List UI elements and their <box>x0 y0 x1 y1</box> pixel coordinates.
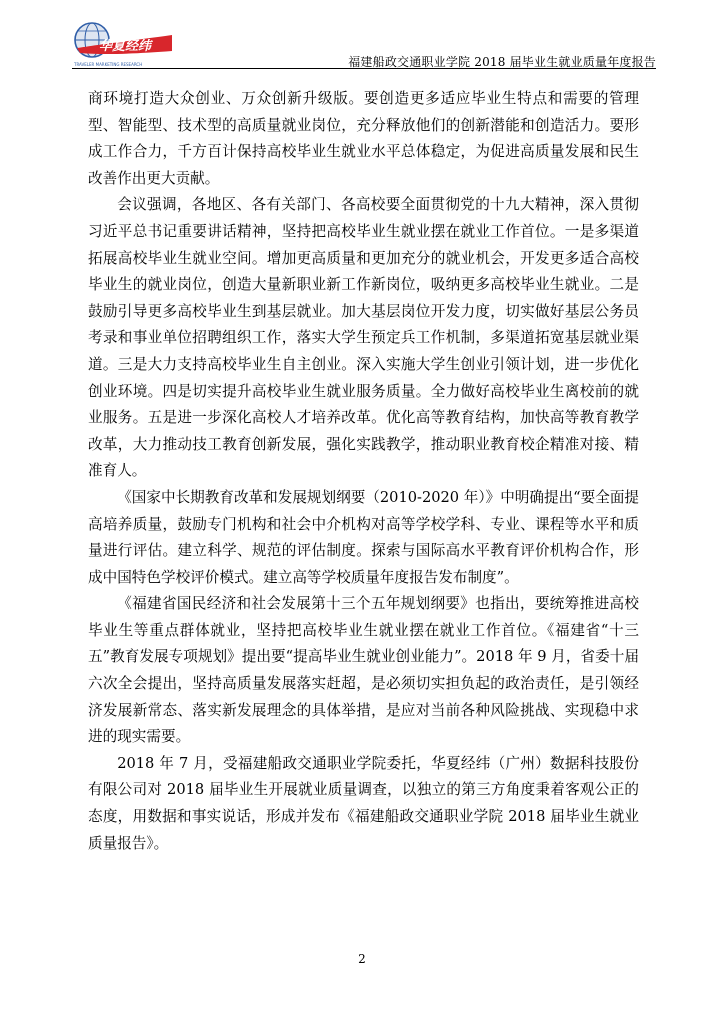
globe-logo-icon <box>72 18 182 70</box>
paragraph-meeting-emphasis: 会议强调，各地区、各有关部门、各高校要全面贯彻党的十九大精神，深入贯彻习近平总书记重要讲话精神，坚持把高校毕业生就业摆在就业工作首位。一是多渠道拓展高校毕业生就业空间。增加更高质量和更加充分的就业机会，开发更多适合高校毕业生的就业岗位，创造大量新职业新工作新岗位，吸纳更多高校毕业生就业。二是鼓励引导更多高校毕业生到基层就业。加大基层岗位开发力度，切实做好基层公务员考录和事业单位招聘组织工作，落实大学生预定兵工作机制，多渠道拓宽基层就业渠道。三是大力支持高校毕业生自主创业。深入实施大学生创业引领计划，进一步优化创业环境。四是切实提升高校毕业生就业服务质量。全力做好高校毕业生离校前的就业服务。五是进一步深化高校人才培养改革。优化高等教育结构，加快高等教育教学改革，大力推动技工教育创新发展，强化实践教学，推动职业教育校企精准对接、精准育人。 <box>88 196 639 480</box>
paragraph-survey-intro: 2018 年 7 月，受福建船政交通职业学院委托，华夏经纬（广州）数据科技股份有限公司对 2018 届毕业生开展就业质量调查，以独立的第三方角度秉着客观公正的态度，用数据和事实说话，形成并发布《福建船政交通职业学院 2018 届毕业生就业质量报告》。 <box>88 754 639 852</box>
page-number: 2 <box>358 952 366 966</box>
page-header <box>72 18 656 70</box>
body-text <box>88 86 639 857</box>
paragraph-national-plan: 《国家中长期教育改革和发展规划纲要（2010-2020 年）》中明确提出“要全面提高培养质量，鼓励专门机构和社会中介机构对高等学校学科、专业、课程等水平和质量进行评估。建立科学、规范的评估制度。探索与国际高水平教育评价机构合作，形成中国特色学校评价模式。建立高等学校质量年度报告发布制度”。 <box>88 488 640 586</box>
report-title: 福建船政交通职业学院 2018 届毕业生就业质量年度报告 <box>348 55 656 69</box>
logo-wordmark: 华夏经纬 <box>99 39 152 54</box>
company-logo <box>72 18 182 70</box>
logo-subtitle: TRAVELER MARKETING RESEARCH <box>74 62 143 67</box>
paragraph-fujian-plan: 《福建省国民经济和社会发展第十三个五年规划纲要》也指出，要统筹推进高校毕业生等重点群体就业，坚持把高校毕业生就业摆在就业工作首位。《福建省“十三五”教育发展专项规划》提出要“提高毕业生就业创业能力”。2018 年 9 月，省委十届六次全会提出，坚持高质量发展落实赶超，是必须切实担负起的政治责任，是引领经济发展新常态、落实新发展理念的具体举措，是应对当前各种风险挑战、实现稳中求进的现实需要。 <box>88 595 639 746</box>
paragraph-continuation: 商环境打造大众创业、万众创新升级版。要创造更多适应毕业生特点和需要的管理型、智能型、技术型的高质量就业岗位，充分释放他们的创新潜能和创造活力。要形成工作合力，千方百计保持高校毕业生就业水平总体稳定，为促进高质量发展和民生改善作出更大贡献。 <box>88 90 639 187</box>
header-divider <box>72 68 656 69</box>
